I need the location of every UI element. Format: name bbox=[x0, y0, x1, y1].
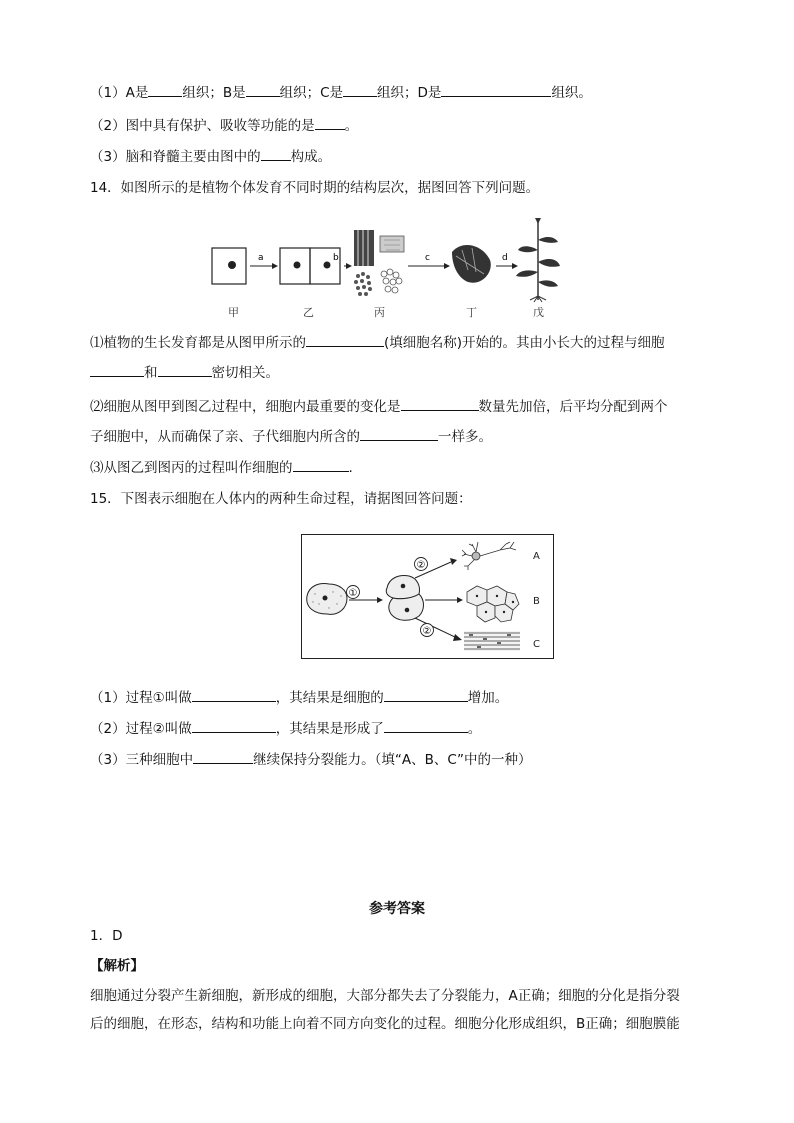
answer-blank[interactable] bbox=[384, 718, 468, 733]
arrow-a bbox=[250, 253, 278, 269]
label-a: A bbox=[533, 551, 540, 562]
svg-text:c: c bbox=[425, 253, 430, 263]
q14-stem: 14．如图所示的是植物个体发育不同时期的结构层次，据图回答下列问题。 bbox=[90, 180, 540, 196]
label-bing: 丙 bbox=[374, 306, 385, 319]
q13-line-2: （2）图中具有保护、吸收等功能的是 。 bbox=[90, 115, 358, 136]
stage-wu-plant bbox=[516, 218, 560, 302]
stage-bing-tissues bbox=[354, 230, 404, 296]
q13-line-3: （3）脑和脊髓主要由图中的 构成。 bbox=[90, 146, 331, 167]
original-cell bbox=[307, 584, 347, 615]
q14-line-3: ⑵细胞从图甲到图乙过程中，细胞内最重要的变化是 数量先加倍，后平均分配到两个 bbox=[90, 396, 668, 417]
answer-blank[interactable] bbox=[158, 362, 212, 377]
q15-line-3: （3）三种细胞中 继续保持分裂能力。（填“A、B、C”中的一种） bbox=[90, 749, 532, 770]
answer-blank[interactable] bbox=[401, 396, 479, 411]
answer-blank[interactable] bbox=[441, 82, 551, 97]
q15-stem: 15．下图表示细胞在人体内的两种生命过程，请据图回答问题： bbox=[90, 491, 472, 507]
arrow-c bbox=[408, 253, 450, 269]
svg-text:②: ② bbox=[416, 560, 426, 571]
q14-line-4: 子细胞中，从而确保了亲、子代细胞内所含的 一样多。 bbox=[90, 426, 492, 447]
answer-blank[interactable] bbox=[293, 457, 349, 472]
q14-line-1: ⑴植物的生长发育都是从图甲所示的 (填细胞名称)开始的。其由小长大的过程与细胞 bbox=[90, 332, 665, 353]
answer-blank[interactable] bbox=[261, 146, 291, 161]
analysis-text: 细胞通过分裂产生新细胞，新形成的细胞，大部分都失去了分裂能力，A正确；细胞的分化是指分裂 后的细胞，在形态，结构和功能上向着不同方向变化的过程。细胞分化形成组织，B正确；细胞膜能 bbox=[90, 988, 680, 1032]
label-ding: 丁 bbox=[466, 306, 477, 319]
label-jia: 甲 bbox=[228, 306, 239, 319]
answer-blank[interactable] bbox=[360, 426, 438, 441]
answer-blank[interactable] bbox=[193, 749, 253, 764]
svg-text:b: b bbox=[333, 253, 339, 263]
answer-blank[interactable] bbox=[192, 687, 276, 702]
plant-development-figure bbox=[200, 210, 580, 320]
arrow-b bbox=[333, 253, 352, 269]
label-wu: 戊 bbox=[533, 306, 544, 319]
muscle-fibers-c bbox=[464, 631, 520, 651]
svg-text:a: a bbox=[258, 253, 264, 263]
answer-blank[interactable] bbox=[148, 82, 182, 97]
cell-process-figure bbox=[301, 534, 554, 659]
q15-line-2: （2）过程②叫做 ，其结果是形成了 。 bbox=[90, 718, 481, 739]
label-yi: 乙 bbox=[303, 306, 314, 319]
svg-text:②: ② bbox=[422, 626, 432, 637]
answer-blank[interactable] bbox=[306, 332, 384, 347]
stage-yi-cells bbox=[280, 248, 340, 284]
svg-text:d: d bbox=[502, 253, 508, 263]
stage-ding-organ bbox=[452, 245, 491, 283]
answer-blank[interactable] bbox=[343, 82, 377, 97]
answer-blank[interactable] bbox=[384, 687, 468, 702]
label-c: C bbox=[533, 639, 540, 650]
answers-title: 参考答案 bbox=[369, 901, 425, 917]
svg-text:①: ① bbox=[348, 588, 358, 599]
arrow-d bbox=[496, 253, 518, 269]
q13-line-1: （1）A是 组织；B是 组织；C是 组织；D是 组织。 bbox=[90, 82, 592, 103]
q14-line-2: 和 密切相关。 bbox=[90, 362, 279, 383]
answer-blank[interactable] bbox=[90, 362, 144, 377]
answer-blank[interactable] bbox=[246, 82, 280, 97]
label-b: B bbox=[533, 596, 540, 607]
q14-line-5: ⑶从图乙到图丙的过程叫作细胞的 . bbox=[90, 457, 353, 478]
answer-blank[interactable] bbox=[192, 718, 276, 733]
divided-cells bbox=[386, 576, 423, 621]
q15-line-1: （1）过程①叫做 ，其结果是细胞的 增加。 bbox=[90, 687, 508, 708]
answer-blank[interactable] bbox=[315, 115, 345, 130]
answer-1: 1．D bbox=[90, 928, 123, 944]
stage-jia-cell bbox=[212, 248, 246, 284]
analysis-label: 【解析】 bbox=[90, 958, 144, 974]
